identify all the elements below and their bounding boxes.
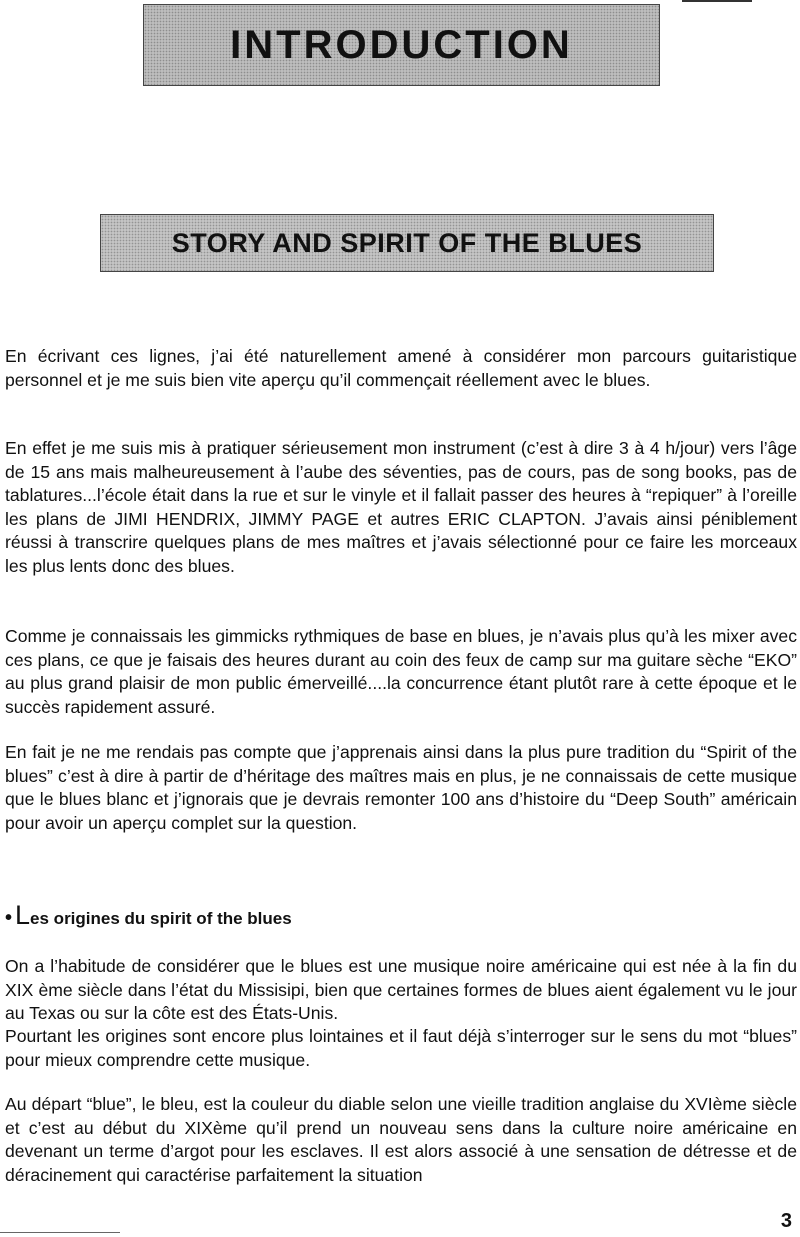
bottom-rule (0, 1232, 120, 1233)
page-subtitle: STORY AND SPIRIT OF THE BLUES (171, 227, 643, 258)
bullet-icon: • (5, 907, 13, 929)
page-number: 3 (780, 1210, 792, 1232)
section-heading (5, 900, 292, 934)
section-paragraph-3: Au départ “blue”, le bleu, est la couleur du diable selon une vieille tradition anglaise du XVIème siècle et c’est au début du XIXème qu’il prend un nouveau sens dans la culture noire américaine en devenant un terme d’argot pour les esclaves. Il est alors associé à une sensation de détresse et de déracinement qui caractérise parfaitement la situation (5, 1094, 797, 1185)
section-paragraph-2: Pourtant les origines sont encore plus lointaines et il faut déjà s’interroger sur le sens du mot “blues” pour mieux comprendre cette musique. (5, 1026, 797, 1070)
page-title: INTRODUCTION (230, 22, 573, 67)
section-paragraph-1: On a l’habitude de considérer que le blues est une musique noire américaine qui est née à la fin du XIX ème siècle dans l’état du Missisipi, bien que certaines formes de blues aient également vu le jour au Texas ou sur la côte est des États-Unis. (5, 956, 797, 1023)
paragraph-1: En écrivant ces lignes, j’ai été naturellement amené à considérer mon parcours guitaristique personnel et je me suis bien vite aperçu qu’il commençait réellement avec le blues. (5, 346, 797, 390)
subtitle-banner (100, 214, 714, 272)
paragraph-2: En effet je me suis mis à pratiquer sérieusement mon instrument (c’est à dire 3 à 4 h/jour) vers l’âge de 15 ans mais malheureusement à l’aube des séventies, pas de cours, pas de song books, pas de tablatures...l’école était dans la rue et sur le vinyle et il fallait passer des heures à “repiquer” à l’oreille les plans de JIMI HENDRIX, JIMMY PAGE et autres ERIC CLAPTON. J’avais ainsi péniblement réussi à transcrire quelques plans de mes maîtres et j’avais sélectionné pour ce faire les morceaux les plus lents donc des blues. (5, 438, 797, 576)
section-heading-initial: L (15, 900, 31, 930)
top-rule (682, 0, 752, 2)
paragraph-3: Comme je connaissais les gimmicks rythmiques de base en blues, je n’avais plus qu’à les mixer avec ces plans, ce que je faisais des heures durant au coin des feux de camp sur ma guitare sèche “EKO” au plus grand plaisir de mon public émerveillé....la concurrence étant plutôt rare à cette époque et le succès rapidement assuré. (5, 626, 797, 717)
section-heading-text: es origines du spirit of the blues (30, 909, 292, 928)
paragraph-4: En fait je ne me rendais pas compte que j’apprenais ainsi dans la plus pure tradition du “Spirit of the blues” c’est à dire à partir de d’héritage des maîtres mais en plus, je ne connaissais de cette musique que le blues blanc et j’ignorais que je devrais remonter 100 ans d’histoire du “Deep South” américain pour avoir un aperçu complet sur la question. (5, 742, 797, 833)
title-banner (143, 4, 660, 86)
